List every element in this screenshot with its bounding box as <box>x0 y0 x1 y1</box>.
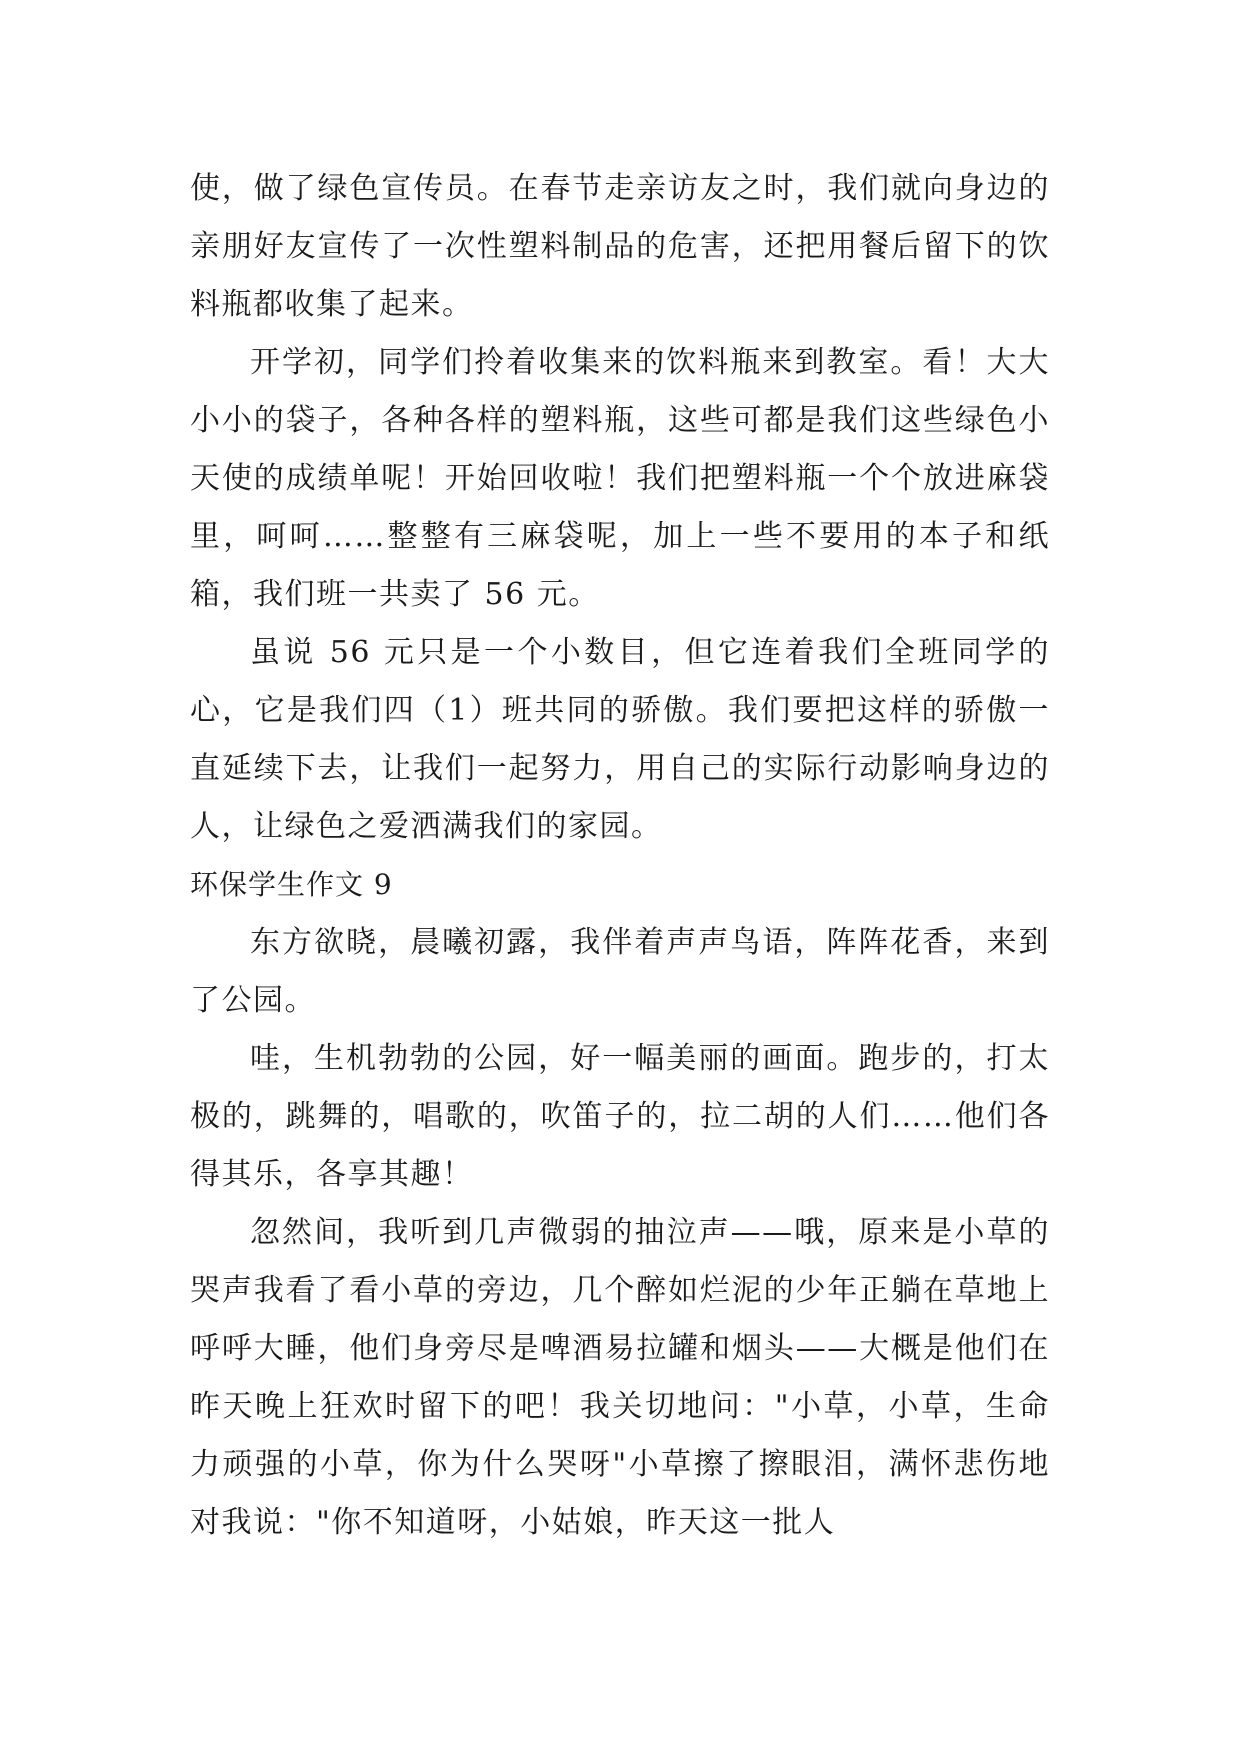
paragraph: 忽然间，我听到几声微弱的抽泣声——哦，原来是小草的哭声我看了看小草的旁边，几个醉如烂泥的少年正躺在草地上呼呼大睡，他们身旁尽是啤酒易拉罐和烟头——大概是他们在昨天晚上狂欢时留下的吧！我关切地问："小草，小草，生命力顽强的小草，你为什么哭呀"小草擦了擦眼泪，满怀悲伤地对我说："你不知道呀，小姑娘，昨天这一批人 <box>190 1215 1050 1540</box>
document-page <box>190 160 1050 1552</box>
paragraph: 哇，生机勃勃的公园，好一幅美丽的画面。跑步的，打太极的，跳舞的，唱歌的，吹笛子的，拉二胡的人们……他们各得其乐，各享其趣！ <box>190 1041 1050 1192</box>
paragraph: 东方欲晓，晨曦初露，我伴着声声鸟语，阵阵花香，来到了公园。 <box>190 925 1050 1018</box>
paragraph: 开学初，同学们拎着收集来的饮料瓶来到教室。看！大大小小的袋子，各种各样的塑料瓶，这些可都是我们这些绿色小天使的成绩单呢！开始回收啦！我们把塑料瓶一个个放进麻袋里，呵呵……整整有三麻袋呢，加上一些不要用的本子和纸箱，我们班一共卖了 56 元。 <box>190 345 1050 612</box>
paragraph: 虽说 56 元只是一个小数目，但它连着我们全班同学的心，它是我们四（1）班共同的骄傲。我们要把这样的骄傲一直延续下去，让我们一起努力，用自己的实际行动影响身边的人，让绿色之爱洒满我们的家园。 <box>190 635 1050 844</box>
section-title: 环保学生作文 9 <box>190 868 393 901</box>
paragraph-continued: 使，做了绿色宣传员。在春节走亲访友之时，我们就向身边的亲朋好友宣传了一次性塑料制品的危害，还把用餐后留下的饮料瓶都收集了起来。 <box>190 171 1050 322</box>
